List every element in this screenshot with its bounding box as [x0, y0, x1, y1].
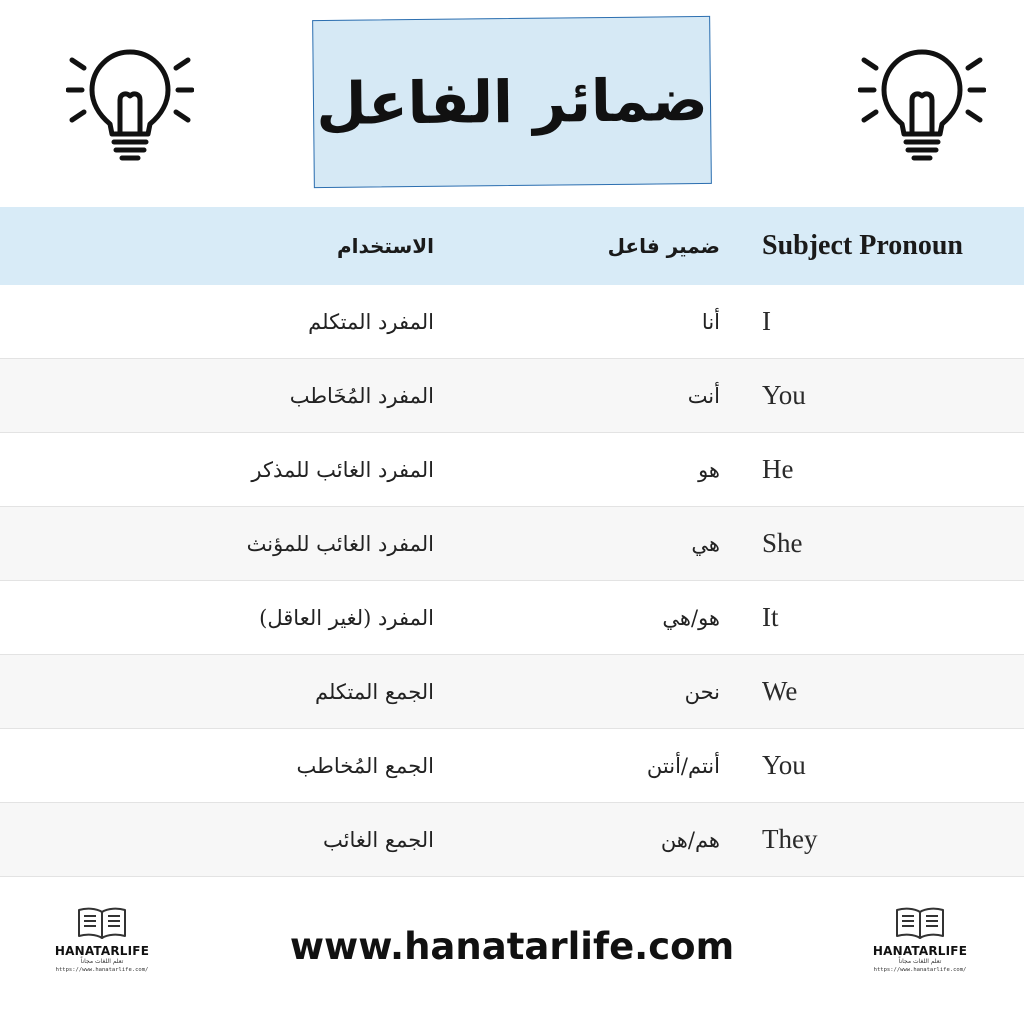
hanatarlife-logo	[866, 904, 974, 988]
title-box	[312, 16, 712, 188]
table-row	[0, 655, 1024, 729]
logo-name: HANATARLIFE	[872, 944, 968, 958]
logo-tagline: تعلم اللغات مجاناً	[898, 958, 942, 965]
page-title: ضمائر الفاعل	[315, 65, 709, 139]
arabic-cell: أنا	[701, 309, 720, 334]
arabic-cell: أنت	[687, 383, 720, 408]
arabic-cell: نحن	[684, 679, 720, 704]
usage-cell: المفرد الغائب للمؤنث	[246, 531, 434, 556]
english-cell: You	[762, 380, 806, 410]
arabic-cell: هو	[698, 457, 720, 482]
english-cell: You	[762, 750, 806, 780]
logo-name: HANATARLIFE	[54, 944, 150, 958]
pronoun-table	[0, 207, 1024, 877]
hanatarlife-logo	[48, 904, 156, 988]
english-cell: She	[762, 528, 803, 558]
book-icon	[894, 904, 946, 942]
usage-cell: المفرد (لغير العاقل)	[259, 605, 434, 630]
lightbulb-icon	[858, 38, 986, 166]
website-link[interactable]: www.hanatarlife.com	[289, 924, 735, 968]
table-header-row	[0, 207, 1024, 285]
table-row	[0, 581, 1024, 655]
table-row	[0, 803, 1024, 877]
table-row	[0, 729, 1024, 803]
arabic-cell: هو/هي	[662, 605, 720, 630]
header-english: Subject Pronoun	[762, 230, 963, 261]
english-cell: He	[762, 454, 794, 484]
usage-cell: المفرد المُخَاطب	[289, 383, 434, 408]
arabic-cell: هي	[691, 531, 720, 556]
logo-tagline: تعلم اللغات مجاناً	[80, 958, 124, 965]
lightbulb-icon	[66, 38, 194, 166]
logo-url: https://www.hanatarlife.com/	[873, 967, 967, 973]
table-row	[0, 285, 1024, 359]
table-row	[0, 507, 1024, 581]
header-usage: الاستخدام	[336, 234, 434, 258]
book-icon	[76, 904, 128, 942]
english-cell: They	[762, 824, 818, 854]
table-row	[0, 433, 1024, 507]
usage-cell: الجمع المُخاطب	[296, 753, 434, 778]
table-row	[0, 359, 1024, 433]
logo-url: https://www.hanatarlife.com/	[55, 967, 149, 973]
arabic-cell: أنتم/أنتن	[646, 753, 720, 778]
english-cell: It	[762, 602, 779, 632]
usage-cell: الجمع المتكلم	[314, 679, 434, 704]
english-cell: We	[762, 676, 798, 706]
english-cell: I	[762, 306, 771, 336]
usage-cell: المفرد المتكلم	[308, 309, 434, 334]
arabic-cell: هم/هن	[660, 827, 720, 852]
usage-cell: المفرد الغائب للمذكر	[251, 457, 434, 482]
header-arabic: ضمير فاعل	[607, 234, 720, 258]
usage-cell: الجمع الغائب	[322, 827, 434, 852]
